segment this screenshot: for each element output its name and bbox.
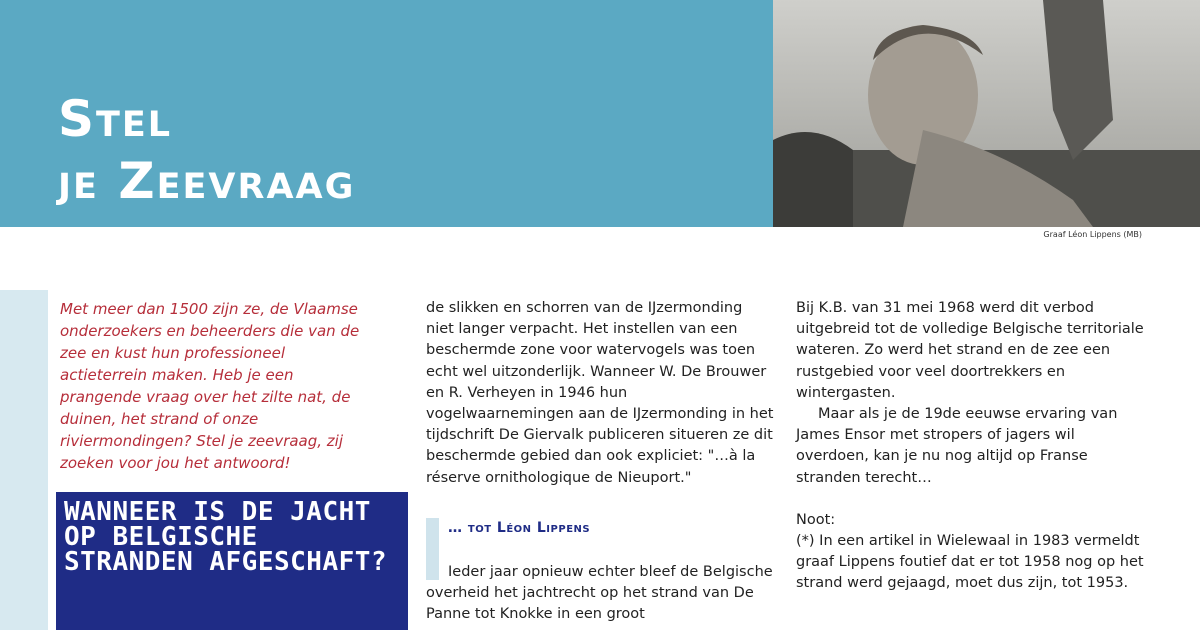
portrait-photo — [773, 0, 1200, 227]
title-line-2: je Zeevraag — [58, 152, 356, 210]
right-paragraph-1: Bij K.B. van 31 mei 1968 werd dit verbod uitgebreid tot de volledige Belgische territoriale wateren. Zo werd het strand en de zee een rustgebied voor veel doortrekkers en wintergasten. — [796, 300, 1144, 401]
column-right — [796, 298, 1146, 595]
side-strip — [0, 290, 48, 630]
note-text: (*) In een artikel in Wielewaal in 1983 vermeldt graaf Lippens foutief dat er tot 1958 nog op het strand werd gejaagd, moet dus zijn, tot 1953. — [796, 533, 1144, 592]
right-paragraph-2: Maar als je de 19de eeuwse ervaring van James Ensor met stropers of jagers wil overdoen, kan je nu nog altijd op Franse stranden terecht… — [796, 406, 1118, 486]
page-title — [58, 88, 355, 212]
note-label: Noot: — [796, 511, 836, 528]
header-band — [0, 0, 773, 227]
question-heading: WANNEER IS DE JACHT OP BELGISCHE STRANDEN AFGESCHAFT? — [64, 497, 388, 577]
middle-paragraph-1: de slikken en schorren van de IJzermonding niet langer verpacht. Het instellen van een beschermde zone voor watervogels was toen echt wel uitzonderlijk. Wanneer W. De Brouwer en R. Verheyen in 1946 hun vogelwaarnemingen aan de IJzermonding in het tijdschrift De Giervalk publiceren situeren ze dit beschermde gebied dan ook expliciet: "…à la réserve ornithologique de Nieuport." — [426, 300, 774, 486]
intro-text: Met meer dan 1500 zijn ze, de Vlaamse onderzoekers en beheerders die van de zee en kust hun professioneel actieterrein maken. Heb je een prangende vraag over het zilte nat, de duinen, het strand of onze riviermondingen? Stel je zeevraag, zij zoeken voor jou het antwoord! — [60, 300, 360, 472]
photo-caption: Graaf Léon Lippens (MB) — [1043, 230, 1142, 239]
middle-paragraph-2: Ieder jaar opnieuw echter bleef de Belgische overheid het jachtrecht op het strand van De Panne tot Knokke in een groot — [426, 564, 773, 623]
question-box — [56, 492, 408, 630]
paragraph-spacer — [796, 489, 1146, 510]
middle-paragraph-2-block — [426, 562, 774, 626]
title-line-1: Stel — [58, 90, 173, 148]
portrait-photo-graphic — [773, 0, 1200, 227]
subheading: … tot Léon Lippens — [448, 520, 591, 536]
column-middle — [426, 298, 774, 489]
